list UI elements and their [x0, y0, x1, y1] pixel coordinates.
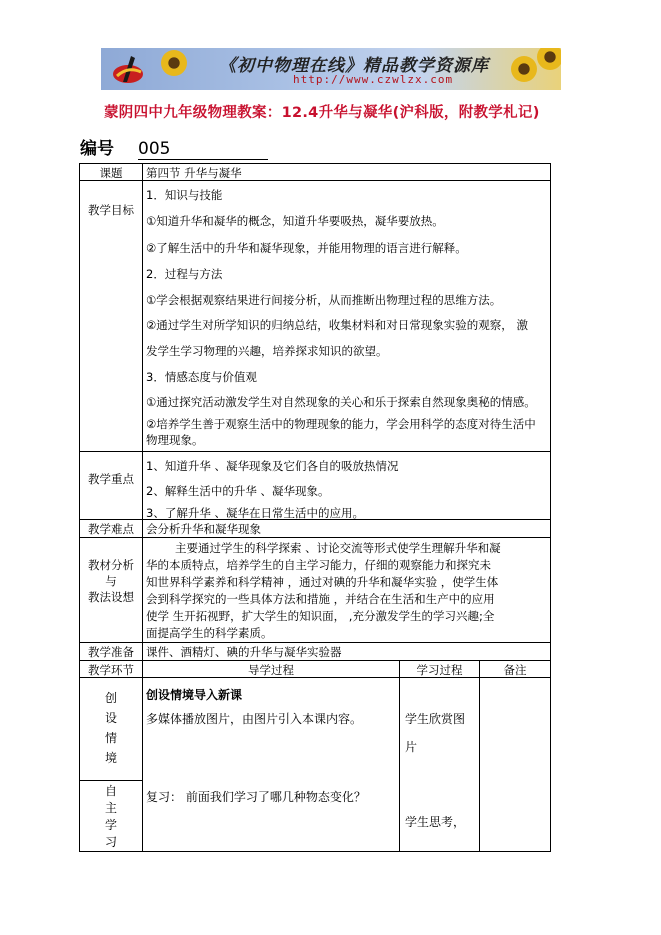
sunflower-icon: [161, 50, 187, 76]
goal-line: ②通过学生对所学知识的归纳总结，收集材料和对日常现象实验的观察， 激: [146, 318, 528, 332]
goal-line: 2．过程与方法: [146, 267, 223, 281]
banner-title: 《初中物理在线》精品教学资源库: [219, 56, 489, 76]
goal-line: ①知道升华和凝华的概念，知道升华要吸热，凝华要放热。: [146, 214, 444, 228]
document-number: [80, 134, 268, 160]
header-step: 教学环节: [88, 663, 134, 677]
goal-line: 3．情感态度与价值观: [146, 370, 257, 384]
analysis-label: 教法设想: [88, 590, 134, 604]
analysis-line: 华的本质特点，培养学生的自主学习能力，仔细的观察能力和探究未: [146, 558, 491, 572]
goal-line: 物理现象。: [146, 433, 204, 447]
analysis-label: 教材分析: [88, 558, 134, 572]
key-point: 3、了解升华 、凝华在日常生活中的应用。: [146, 506, 364, 520]
analysis-line: 知世界科学素养和科学精神 ，通过对碘的升华和凝华实验 ，使学生体: [146, 575, 499, 589]
number-label: 编号: [80, 139, 114, 159]
step1-text: 多媒体播放图片，由图片引入本课内容。: [146, 712, 363, 726]
topic-label: 课题: [99, 166, 123, 180]
sunflower-icon: [537, 48, 561, 70]
step-create-situation: 创 设 情 境: [104, 691, 117, 765]
goals-label: 教学目标: [88, 203, 134, 217]
goal-line: 发学生学习物理的兴趣，培养探求知识的欲望。: [146, 344, 388, 358]
goal-line: ②了解生活中的升华和凝华现象，并能用物理的语言进行解释。: [146, 241, 467, 255]
banner-url: http://www.czwlzx.com: [293, 73, 454, 86]
number-value: 005: [138, 139, 268, 160]
key-point: 2、解释生活中的升华 、凝华现象。: [146, 484, 330, 498]
difficulty-value: 会分析升华和凝华现象: [146, 522, 261, 536]
logo-icon: [111, 52, 145, 86]
step1-learn: 学生欣赏图: [405, 712, 466, 726]
goal-line: 1．知识与技能: [146, 188, 223, 202]
analysis-line: 面提高学生的科学素质。: [146, 626, 273, 640]
step2-learn: 学生思考，: [405, 815, 466, 829]
analysis-line: 使学 生开拓视野，扩大学生的知识面， ,充分激发学生的学习兴趣;全: [146, 609, 495, 623]
topic-value: 第四节 升华与凝华: [146, 166, 242, 180]
document-title: 蒙阴四中九年级物理教案：12.4升华与凝华(沪科版，附教学札记): [104, 105, 540, 121]
step-self-study: 自 主 学 习: [104, 784, 117, 849]
step1-heading: 创设情境导入新课: [146, 688, 243, 702]
key-point: 1、知道升华 、凝华现象及它们各自的吸放热情况: [146, 459, 399, 473]
analysis-label: 与: [105, 574, 117, 588]
prep-value: 课件、酒精灯、碘的升华与凝华实验器: [146, 645, 342, 659]
step1-learn: 片: [405, 740, 418, 754]
goal-line: ①学会根据观察结果进行间接分析，从而推断出物理过程的思维方法。: [146, 293, 502, 307]
header-learn: 学习过程: [416, 663, 463, 677]
goal-line: ②培养学生善于观察生活中的物理现象的能力，学会用科学的态度对待生活中: [146, 417, 536, 431]
key-points-label: 教学重点: [88, 472, 134, 486]
analysis-line: 会到科学探究的一些具体方法和措施 ，并结合在生活和生产中的应用: [146, 592, 495, 606]
header-banner: [101, 48, 561, 90]
sunflower-icon: [511, 56, 537, 82]
header-guide: 导学过程: [248, 663, 294, 677]
analysis-line: 主要通过学生的科学探索 、讨论交流等形式使学生理解升华和凝: [175, 541, 501, 555]
prep-label: 教学准备: [88, 645, 134, 659]
goal-line: ①通过探究活动激发学生对自然现象的关心和乐于探索自然现象奥秘的情感。: [146, 395, 536, 409]
step2-text: 复习： 前面我们学习了哪几种物态变化？: [146, 790, 366, 804]
difficulty-label: 教学难点: [88, 522, 134, 536]
header-note: 备注: [503, 663, 527, 677]
